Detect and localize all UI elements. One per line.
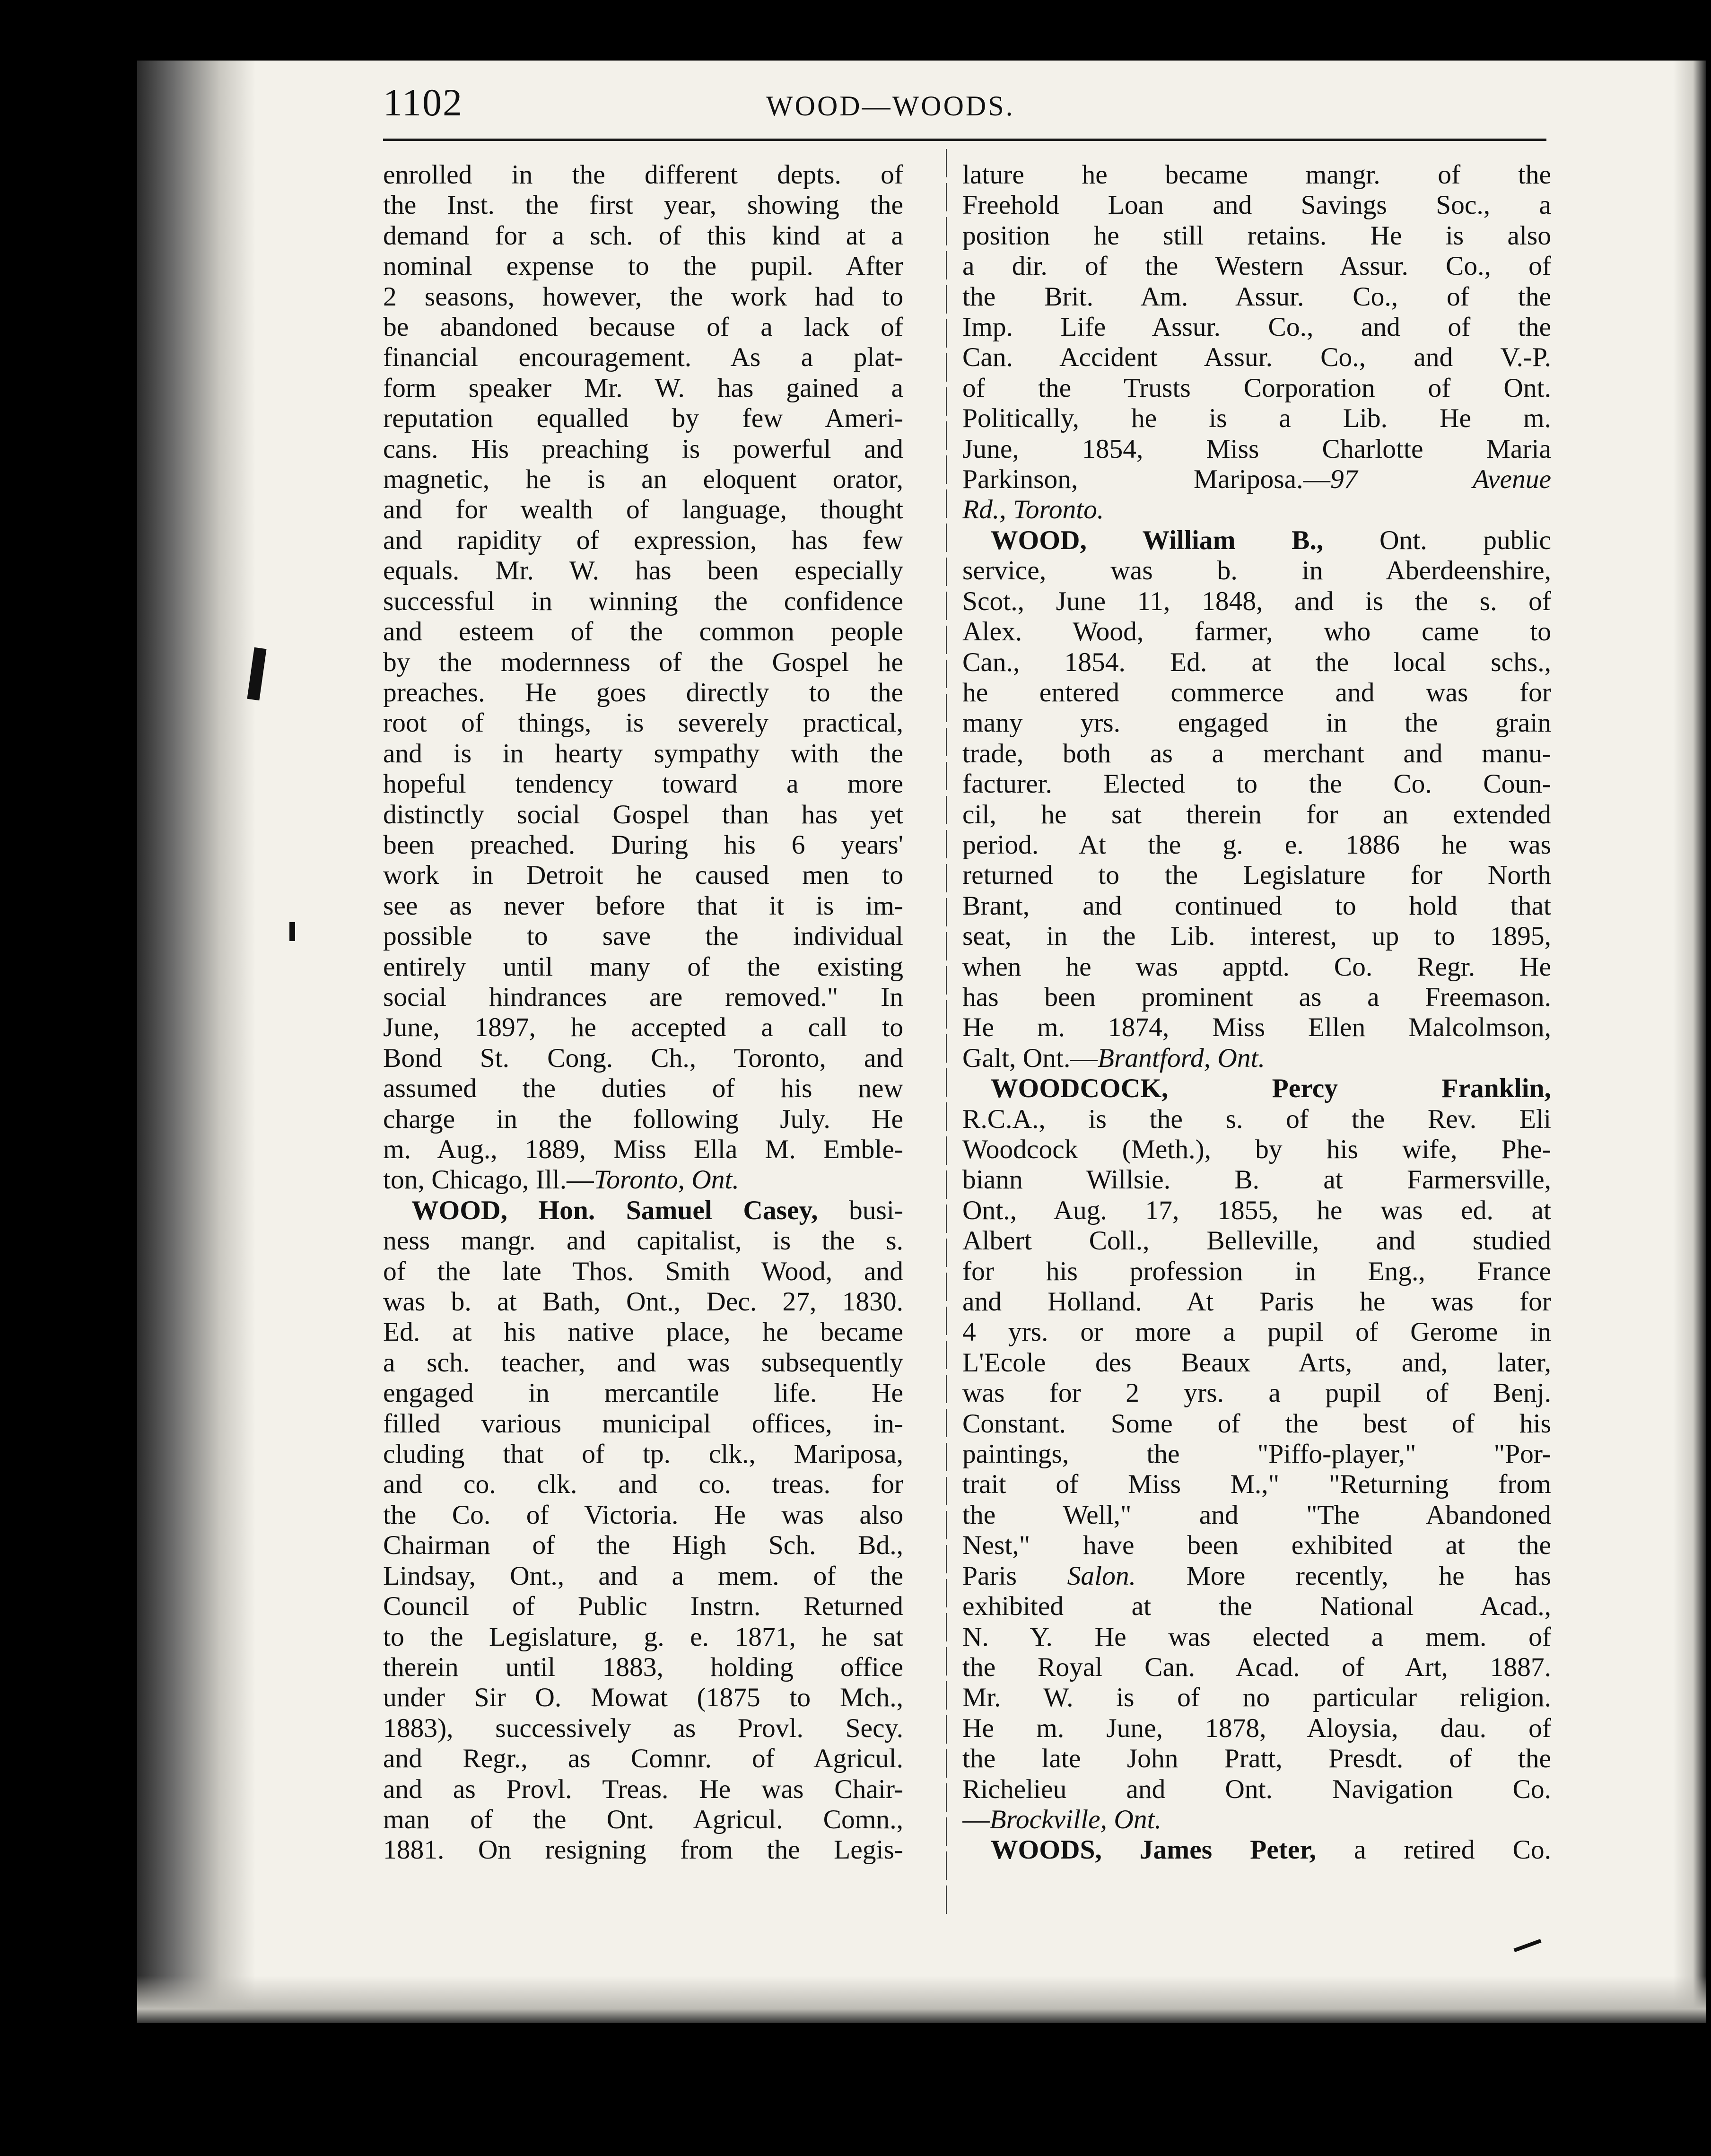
text-line: Brant, and continued to hold that [962, 890, 1551, 921]
text-line: by the modernness of the Gospel he [383, 647, 903, 677]
text-line: root of things, is severely practical, [383, 708, 903, 738]
text-line: June, 1897, he accepted a call to [383, 1013, 903, 1043]
text-line: work in Detroit he caused men to [383, 860, 903, 890]
text-run: Galt, Ont.— [962, 1043, 1098, 1073]
text-line: Freehold Loan and Savings Soc., a [962, 190, 1551, 220]
text-line-entry-end [962, 1043, 1551, 1074]
text-line: Bond St. Cong. Ch., Toronto, and [383, 1043, 903, 1073]
text-line: and as Provl. Treas. He was Chair- [383, 1774, 903, 1804]
text-line: facturer. Elected to the Co. Coun- [962, 769, 1551, 799]
header-rule [383, 139, 1546, 141]
text-line: ness mangr. and capitalist, is the s. [383, 1226, 903, 1256]
salon-italic: Salon. [1067, 1561, 1136, 1591]
text-line: magnetic, he is an eloquent orator, [383, 464, 903, 495]
text-line: when he was apptd. Co. Regr. He [962, 951, 1551, 982]
text-line: position he still retains. He is also [962, 220, 1551, 251]
text-line: been preached. During his 6 years' [383, 829, 903, 860]
text-line: and Regr., as Comnr. of Agricul. [383, 1744, 903, 1774]
text-line: 1883), successively as Provl. Secy. [383, 1713, 903, 1743]
text-line-entry-end [962, 1805, 1551, 1835]
text-column-left [383, 160, 903, 1976]
text-line: Lindsay, Ont., and a mem. of the [383, 1561, 903, 1591]
text-line: service, was b. in Aberdeenshire, [962, 556, 1551, 586]
text-line: a dir. of the Western Assur. Co., of [962, 251, 1551, 281]
entry-heading-line [383, 1196, 903, 1226]
text-line: L'Ecole des Beaux Arts, and, later, [962, 1347, 1551, 1378]
text-line: N. Y. He was elected a mem. of [962, 1622, 1551, 1652]
text-run: a retired Co. [1316, 1835, 1551, 1865]
text-line: hopeful tendency toward a more [383, 769, 903, 799]
text-line [962, 464, 1551, 495]
text-line: Alex. Wood, farmer, who came to [962, 617, 1551, 647]
text-line: trade, both as a merchant and manu- [962, 738, 1551, 768]
scan-edge-shadow-bottom [137, 1976, 1706, 2023]
text-line: to the Legislature, g. e. 1871, he sat [383, 1622, 903, 1652]
entry-heading-line [962, 1074, 1551, 1104]
text-line: Richelieu and Ont. Navigation Co. [962, 1774, 1551, 1804]
text-line: Woodcock (Meth.), by his wife, Phe- [962, 1135, 1551, 1164]
stray-scan-mark [289, 922, 295, 941]
text-line: lature he became mangr. of the [962, 160, 1551, 190]
text-line: the Well," and "The Abandoned [962, 1500, 1551, 1530]
text-line: reputation equalled by few Ameri- [383, 403, 903, 434]
text-line: nominal expense to the pupil. After [383, 251, 903, 281]
text-line: the Co. of Victoria. He was also [383, 1500, 903, 1530]
text-run: Ont. public [1379, 525, 1551, 555]
text-line: m. Aug., 1889, Miss Ella M. Emble- [383, 1135, 903, 1164]
text-run: Paris [962, 1561, 1067, 1591]
text-line: 2 seasons, however, the work had to [383, 281, 903, 312]
text-run: More recently, he has [1136, 1561, 1551, 1591]
text-line: preaches. He goes directly to the [383, 677, 903, 707]
text-line: social hindrances are removed." In [383, 982, 903, 1012]
text-line: and co. clk. and co. treas. for [383, 1469, 903, 1500]
text-line: has been prominent as a Freemason. [962, 982, 1551, 1012]
text-line: equals. Mr. W. has been especially [383, 556, 903, 586]
text-line: the Brit. Am. Assur. Co., of the [962, 281, 1551, 312]
text-run: Parkinson, Mariposa.— [962, 464, 1330, 495]
text-line: the late John Pratt, Presdt. of the [962, 1744, 1551, 1774]
text-line: Ed. at his native place, he became [383, 1317, 903, 1347]
text-line: Constant. Some of the best of his [962, 1408, 1551, 1439]
text-line: Can., 1854. Ed. at the local schs., [962, 647, 1551, 677]
text-line: Politically, he is a Lib. He m. [962, 403, 1551, 434]
text-line: form speaker Mr. W. has gained a [383, 373, 903, 403]
text-line: Scot., June 11, 1848, and is the s. of [962, 586, 1551, 616]
text-line: entirely until many of the existing [383, 951, 903, 982]
text-line: 1881. On resigning from the Legis- [383, 1835, 903, 1865]
text-line: Ont., Aug. 17, 1855, he was ed. at [962, 1195, 1551, 1225]
text-line: under Sir O. Mowat (1875 to Mch., [383, 1683, 903, 1713]
text-line: biann Willsie. B. at Farmersville, [962, 1165, 1551, 1195]
text-line: was b. at Bath, Ont., Dec. 27, 1830. [383, 1287, 903, 1317]
scan-edge-shadow-right [1673, 61, 1706, 2023]
residence-italic: 97 Avenue [1330, 464, 1551, 495]
text-line-entry-end [383, 1165, 903, 1195]
text-run: — [962, 1804, 990, 1834]
text-line: successful in winning the confidence [383, 586, 903, 616]
text-line: Can. Accident Assur. Co., and V.-P. [962, 342, 1551, 373]
text-column-right [962, 160, 1551, 1976]
text-line: and Holland. At Paris he was for [962, 1287, 1551, 1317]
residence-italic-line: Rd., Toronto. [962, 495, 1104, 525]
residence-italic: Brantford, Ont. [1097, 1043, 1265, 1073]
text-line: He m. June, 1878, Aloysia, dau. of [962, 1713, 1551, 1743]
text-line: Nest," have been exhibited at the [962, 1530, 1551, 1561]
text-line: possible to save the individual [383, 921, 903, 951]
entry-heading-line [962, 1835, 1551, 1865]
residence-italic: Toronto, Ont. [594, 1165, 739, 1195]
text-line: and is in hearty sympathy with the [383, 738, 903, 768]
text-line: and for wealth of language, thought [383, 495, 903, 525]
text-line: June, 1854, Miss Charlotte Maria [962, 434, 1551, 464]
column-divider [946, 149, 947, 1918]
text-line: see as never before that it is im- [383, 890, 903, 921]
text-line: Imp. Life Assur. Co., and of the [962, 312, 1551, 342]
text-line: enrolled in the different depts. of [383, 160, 903, 190]
text-line: paintings, the "Piffo-player," "Por- [962, 1439, 1551, 1469]
entry-headword: WOOD, William B., [991, 525, 1324, 555]
text-line: Chairman of the High Sch. Bd., [383, 1530, 903, 1561]
text-line: and rapidity of expression, has few [383, 525, 903, 555]
text-line: he entered commerce and was for [962, 677, 1551, 707]
text-line: filled various municipal offices, in- [383, 1408, 903, 1439]
text-line: assumed the duties of his new [383, 1074, 903, 1104]
text-line: He m. 1874, Miss Ellen Malcolmson, [962, 1013, 1551, 1043]
text-line: of the Trusts Corporation of Ont. [962, 373, 1551, 403]
text-line: and esteem of the common people [383, 617, 903, 647]
text-line: Mr. W. is of no particular religion. [962, 1683, 1551, 1713]
text-line: therein until 1883, holding office [383, 1652, 903, 1682]
text-line: man of the Ont. Agricul. Comn., [383, 1804, 903, 1834]
text-line: seat, in the Lib. interest, up to 1895, [962, 921, 1551, 951]
text-line: many yrs. engaged in the grain [962, 708, 1551, 738]
page-number: 1102 [383, 81, 463, 124]
entry-headword: WOODS, James Peter, [991, 1835, 1317, 1865]
text-line: of the late Thos. Smith Wood, and [383, 1256, 903, 1286]
text-line: engaged in mercantile life. He [383, 1378, 903, 1408]
text-line: exhibited at the National Acad., [962, 1591, 1551, 1622]
text-line: cans. His preaching is powerful and [383, 434, 903, 464]
text-line: charge in the following July. He [383, 1104, 903, 1134]
text-line: Albert Coll., Belleville, and studied [962, 1226, 1551, 1256]
residence-italic: Brockville, Ont. [989, 1804, 1162, 1834]
text-line: cil, he sat therein for an extended [962, 799, 1551, 829]
text-line: a sch. teacher, and was subsequently [383, 1347, 903, 1378]
text-line: Council of Public Instrn. Returned [383, 1591, 903, 1622]
text-line: 4 yrs. or more a pupil of Gerome in [962, 1317, 1551, 1347]
entry-heading-line [962, 525, 1551, 556]
entry-headword: WOODCOCK, Percy Franklin, [991, 1074, 1551, 1104]
text-line: trait of Miss M.," "Returning from [962, 1469, 1551, 1500]
text-line: distinctly social Gospel than has yet [383, 799, 903, 829]
text-line: for his profession in Eng., France [962, 1256, 1551, 1286]
text-line: was for 2 yrs. a pupil of Benj. [962, 1378, 1551, 1408]
text-run: busi- [849, 1195, 903, 1225]
entry-headword: WOOD, Hon. Samuel Casey, [411, 1195, 818, 1225]
text-line: the Inst. the first year, showing the [383, 190, 903, 220]
text-line: period. At the g. e. 1886 he was [962, 829, 1551, 860]
text-line: cluding that of tp. clk., Mariposa, [383, 1439, 903, 1469]
scan-edge-shadow-left [137, 61, 255, 2023]
text-line: the Royal Can. Acad. of Art, 1887. [962, 1652, 1551, 1682]
text-line: R.C.A., is the s. of the Rev. Eli [962, 1104, 1551, 1134]
text-line: be abandoned because of a lack of [383, 312, 903, 342]
text-line [962, 1561, 1551, 1591]
running-head: WOOD—WOODS. [766, 90, 1015, 122]
text-line: demand for a sch. of this kind at a [383, 220, 903, 251]
text-line: financial encouragement. As a plat- [383, 342, 903, 373]
text-run: ton, Chicago, Ill.— [383, 1165, 594, 1195]
text-line: returned to the Legislature for North [962, 860, 1551, 890]
